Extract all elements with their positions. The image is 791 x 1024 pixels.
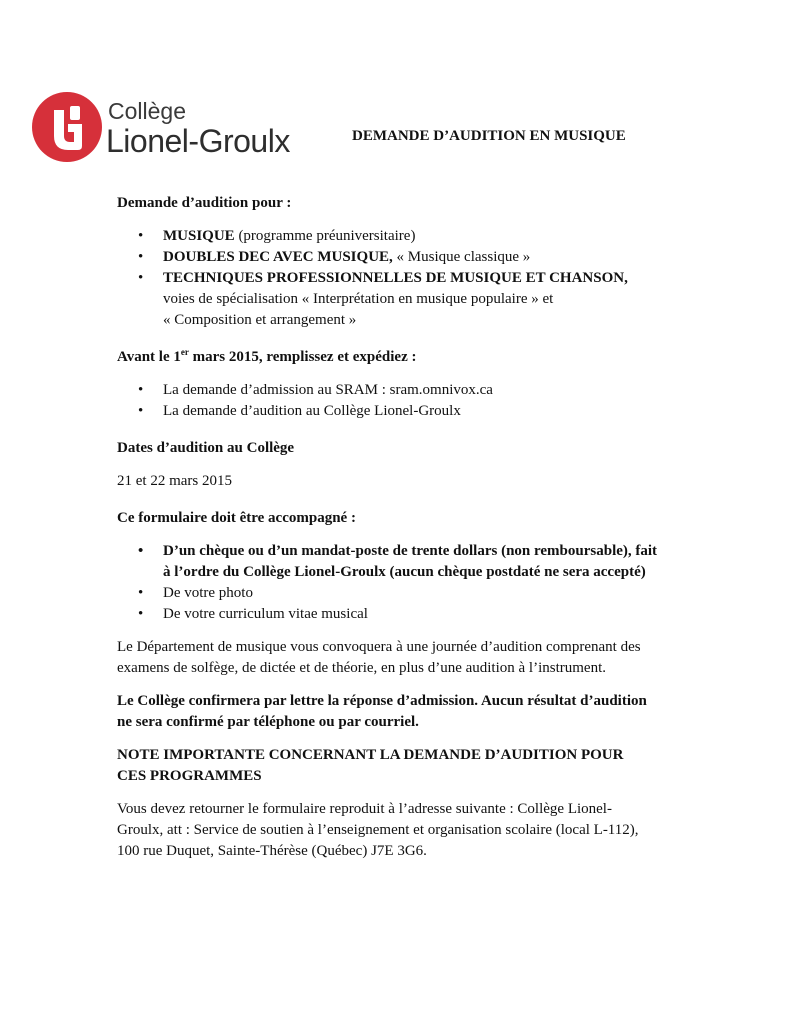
list-item: • De votre photo — [117, 583, 677, 604]
document-body — [117, 193, 677, 862]
audition-dates-value: 21 et 22 mars 2015 — [117, 473, 232, 489]
program-detail: « Composition et arrangement » — [163, 312, 357, 328]
audition-dates-heading: Dates d’audition au Collège — [117, 440, 295, 456]
list-item: • De votre curriculum vitae musical — [117, 604, 677, 625]
deadline-list — [117, 380, 677, 422]
program-detail: « Musique classique » — [392, 249, 531, 265]
important-note-heading: NOTE IMPORTANTE CONCERNANT LA DEMANDE D’AUDITION POUR CES PROGRAMMES — [117, 747, 624, 784]
list-item: • D’un chèque ou d’un mandat-poste de trente dollars (non remboursable), fait à l’ordre du Collège Lionel-Groulx (aucun chèque postdaté ne sera accepté) — [117, 541, 677, 583]
program-name: TECHNIQUES PROFESSIONNELLES DE MUSIQUE ET CHANSON, — [163, 270, 628, 286]
program-detail: (programme préuniversitaire) — [234, 228, 416, 244]
attachments-heading: Ce formulaire doit être accompagné : — [117, 510, 356, 526]
college-logo-emblem-icon — [30, 90, 104, 164]
program-name: DOUBLES DEC AVEC MUSIQUE, — [163, 249, 393, 265]
program-list — [117, 226, 677, 331]
college-logo — [30, 90, 310, 166]
audition-request-heading: Demande d’audition pour : — [117, 195, 292, 211]
program-name: MUSIQUE — [163, 228, 235, 244]
list-item — [117, 226, 677, 247]
logo-text-college: Collège — [108, 98, 186, 124]
program-detail: voies de spécialisation « Interprétation en musique populaire » et — [163, 291, 554, 307]
document-title: DEMANDE D’AUDITION EN MUSIQUE — [352, 128, 626, 144]
confirmation-note: Le Collège confirmera par lettre la réponse d’admission. Aucun résultat d’audition ne sera confirmé par téléphone ou par courriel. — [117, 693, 647, 730]
attachments-list — [117, 541, 677, 625]
list-item — [117, 268, 677, 331]
logo-text-lionel-groulx: Lionel-Groulx — [106, 123, 290, 159]
return-address-note: Vous devez retourner le formulaire reproduit à l’adresse suivante : Collège Lionel- Groulx, att : Service de soutien à l’enseignement et organisation scolaire (local L-112), 100 rue Duquet, Sainte-Thérèse (Québec) J7E 3G6. — [117, 801, 639, 859]
deadline-heading: Avant le 1er mars 2015, remplissez et expédiez : — [117, 347, 417, 365]
department-note: Le Département de musique vous convoquera à une journée d’audition comprenant des examens de solfège, de dictée et de théorie, en plus d’une audition à l’instrument. — [117, 639, 641, 676]
list-item: • La demande d’admission au SRAM : sram.omnivox.ca — [117, 380, 677, 401]
list-item — [117, 247, 677, 268]
list-item: • La demande d’audition au Collège Lionel-Groulx — [117, 401, 677, 422]
